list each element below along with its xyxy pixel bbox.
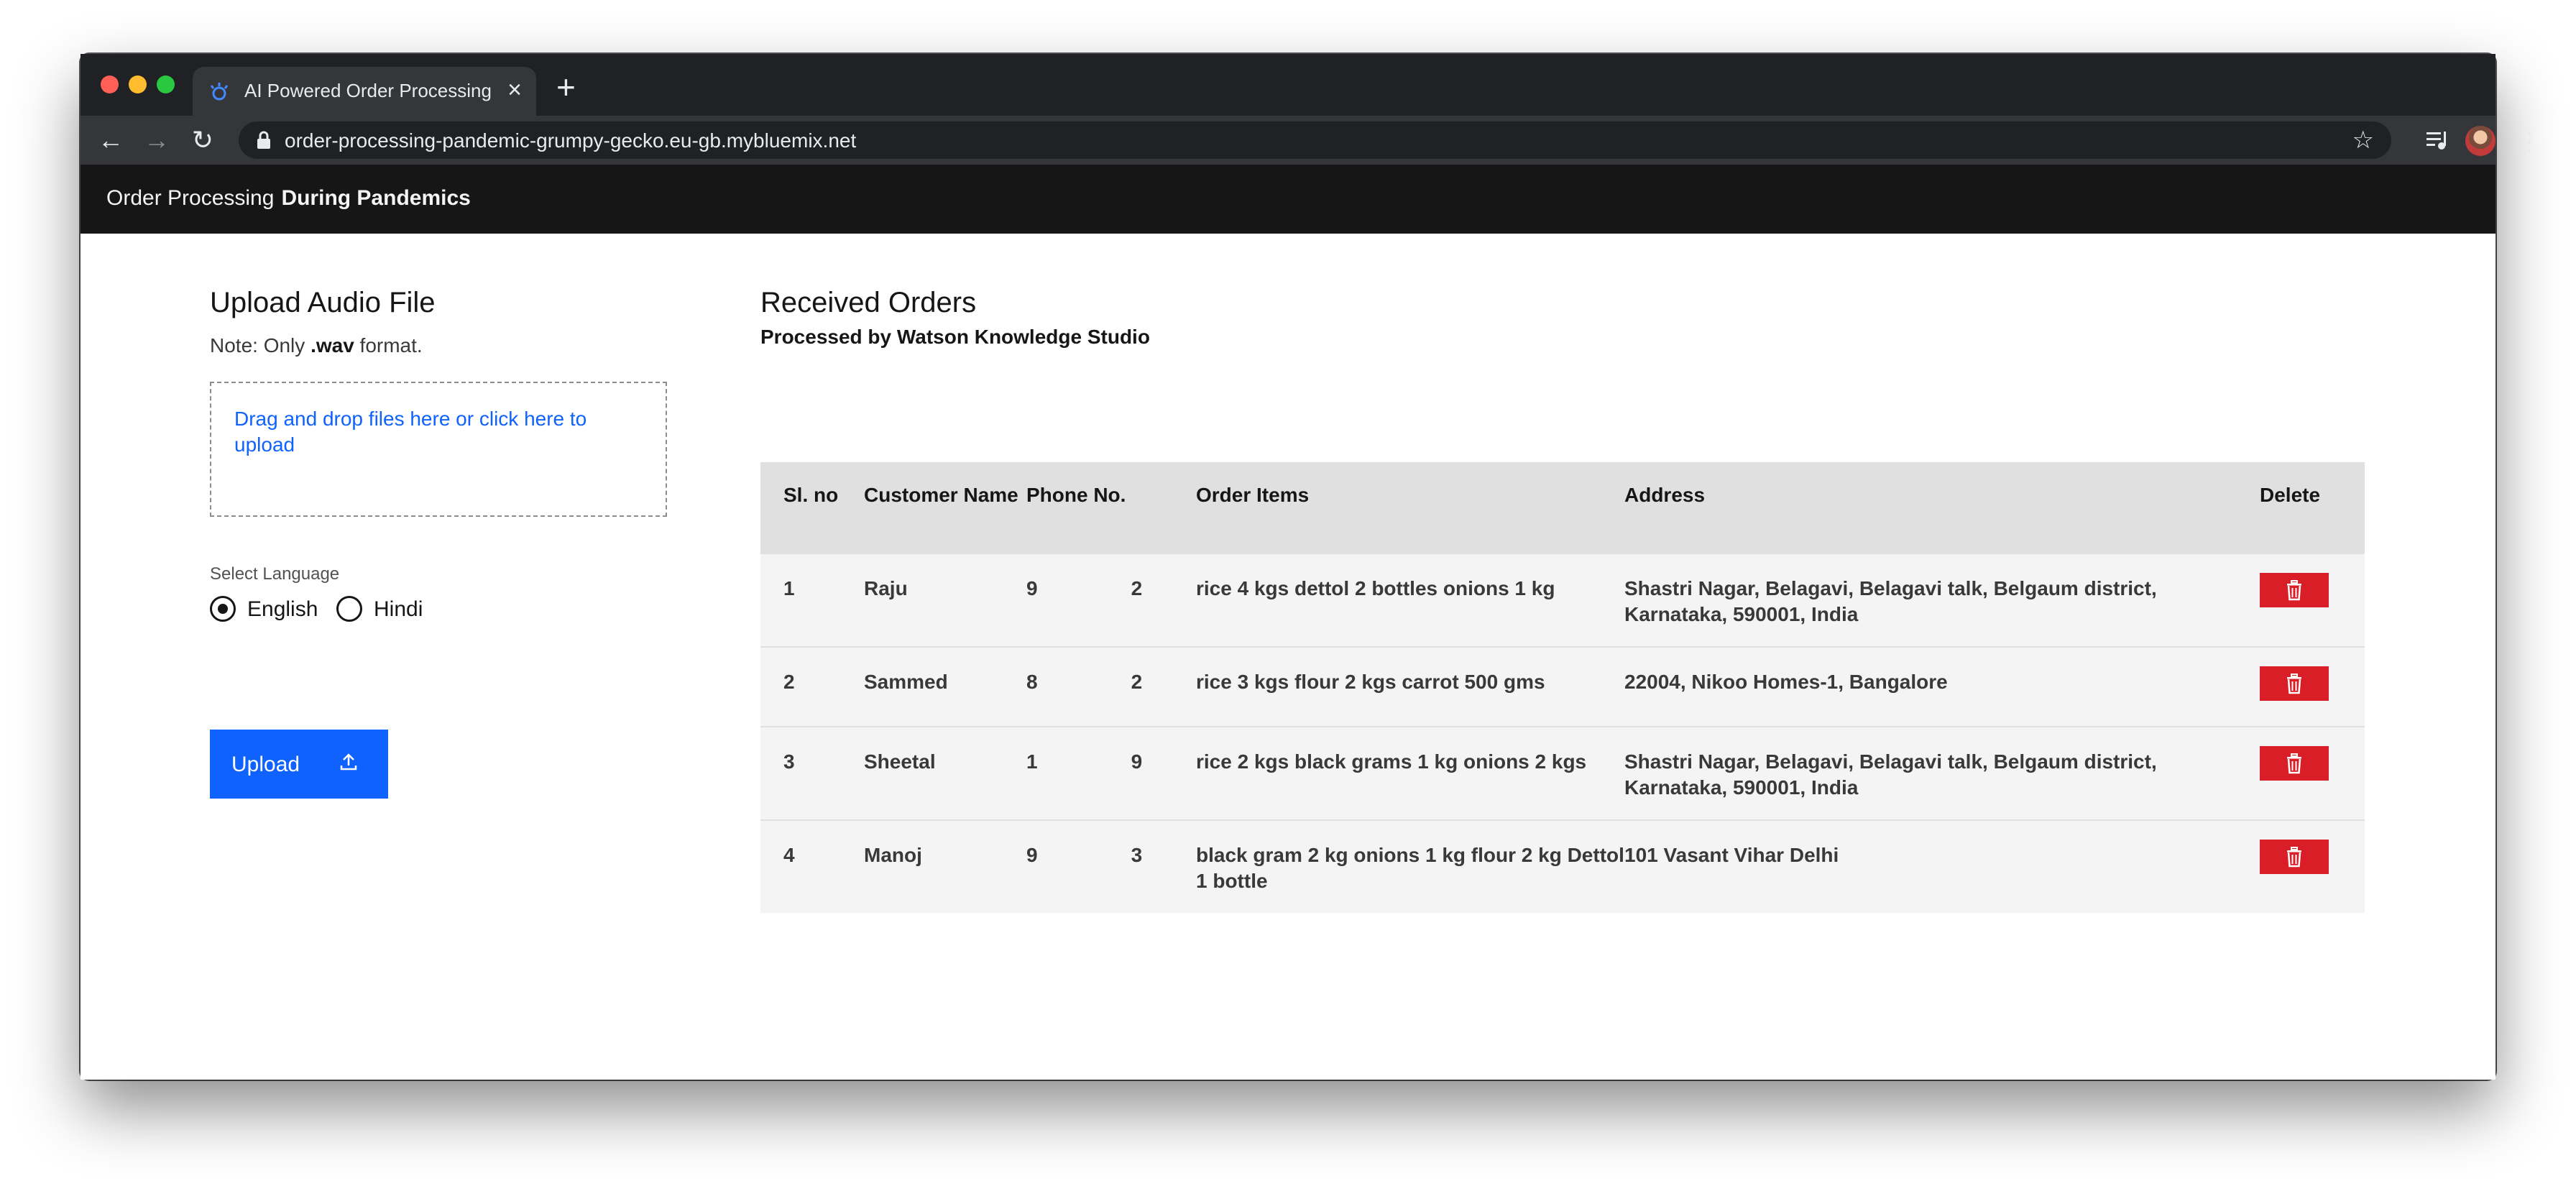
col-sl-no: Sl. no [760,462,864,553]
cell-name: Sheetal [864,727,1026,820]
cell-delete [2260,553,2365,647]
phone-redacted [1026,576,1142,602]
cell-phone [1026,553,1196,647]
cell-sl: 4 [760,820,864,913]
note-format: .wav [310,334,354,357]
app-brand[interactable] [106,186,471,211]
delete-button[interactable] [2260,573,2329,607]
cell-address: Shastri Nagar, Belagavi, Belagavi talk, Belgaum district, Karnataka, 590001, India [1624,727,2260,820]
table-row [760,820,2365,913]
cell-address: 101 Vasant Vihar Delhi [1624,820,2260,913]
cell-items: rice 3 kgs flour 2 kgs carrot 500 gms [1196,647,1624,727]
cell-items: rice 2 kgs black grams 1 kg onions 2 kgs [1196,727,1624,820]
trash-icon [2283,672,2306,695]
col-customer-name: Customer Name [864,462,1026,553]
lock-icon [254,130,273,150]
col-delete: Delete [2260,462,2365,553]
col-phone: Phone No. [1026,462,1196,553]
cell-name: Raju [864,553,1026,647]
table-row [760,647,2365,727]
orders-title: Received Orders [760,287,977,318]
orders-table [760,462,2365,913]
dropzone-text: Drag and drop files here or click here to upload [234,408,587,456]
orders-subtitle: Processed by Watson Knowledge Studio [760,326,1150,348]
file-dropzone[interactable] [210,382,667,517]
menu-icon[interactable]: ⋮ [2517,128,2542,155]
phone-end: 2 [1131,577,1143,599]
back-icon[interactable]: ← [98,125,124,155]
avatar[interactable] [2465,126,2496,156]
col-order-items: Order Items [1196,462,1624,553]
cell-delete [2260,647,2365,727]
browser-toolbar [80,116,2542,165]
url-text: order-processing-pandemic-grumpy-gecko.eu-gb.mybluemix.net [285,129,857,152]
upload-icon [338,751,359,773]
maximize-window-button[interactable] [157,75,175,93]
new-tab-icon[interactable]: + [556,68,576,106]
media-control-icon[interactable] [2425,129,2450,152]
tab-title: AI Powered Order Processing [244,80,492,101]
phone-redacted [1026,749,1142,775]
cell-items: rice 4 kgs dettol 2 bottles onions 1 kg [1196,553,1624,647]
cell-phone [1026,647,1196,727]
brand-prefix: Order Processing [106,186,275,210]
col-address: Address [1624,462,2260,553]
trash-icon [2283,579,2306,602]
brand-suffix: During Pandemics [281,186,471,210]
upload-button[interactable] [210,730,388,799]
trash-icon [2283,752,2306,775]
cell-name: Sammed [864,647,1026,727]
phone-start: 9 [1026,844,1038,866]
radio-hindi[interactable] [336,596,362,622]
app-header [80,165,2496,234]
main-content [80,234,2496,1080]
close-window-button[interactable] [101,75,119,93]
cell-items: black gram 2 kg onions 1 kg flour 2 kg Dettol 1 bottle [1196,820,1624,913]
address-bar[interactable] [239,121,2391,159]
phone-end: 3 [1131,844,1143,866]
delete-button[interactable] [2260,666,2329,701]
cell-address: Shastri Nagar, Belagavi, Belagavi talk, Belgaum district, Karnataka, 590001, India [1624,553,2260,647]
cell-phone [1026,820,1196,913]
cell-name: Manoj [864,820,1026,913]
forward-icon[interactable]: → [144,125,170,155]
phone-start: 9 [1026,577,1038,599]
format-note [210,334,423,357]
radio-english[interactable] [210,596,236,622]
tab-strip [80,54,2496,116]
phone-redacted [1026,842,1142,868]
trash-icon [2283,845,2306,868]
phone-end: 2 [1131,671,1143,693]
note-prefix: Note: Only [210,334,305,357]
language-label: Select Language [210,564,340,584]
cell-delete [2260,820,2365,913]
note-suffix: format. [359,334,423,357]
table-row [760,727,2365,820]
close-tab-icon[interactable]: × [507,76,522,104]
upload-button-label: Upload [231,753,300,776]
cell-sl: 3 [760,727,864,820]
cell-sl: 1 [760,553,864,647]
cell-address: 22004, Nikoo Homes-1, Bangalore [1624,647,2260,727]
cell-phone [1026,727,1196,820]
phone-redacted [1026,669,1142,695]
phone-start: 1 [1026,750,1038,773]
browser-tab[interactable] [193,67,536,116]
delete-button[interactable] [2260,840,2329,874]
browser-window [80,54,2542,1080]
delete-button[interactable] [2260,746,2329,781]
cell-sl: 2 [760,647,864,727]
minimize-window-button[interactable] [129,75,147,93]
ibm-favicon-icon [208,81,230,103]
phone-end: 9 [1131,750,1143,773]
table-header-row [760,462,2365,553]
radio-hindi-label[interactable]: Hindi [374,597,423,621]
cell-delete [2260,727,2365,820]
upload-title: Upload Audio File [210,287,436,318]
radio-english-label[interactable]: English [247,597,318,621]
reload-icon[interactable]: ↻ [191,125,214,155]
table-row [760,553,2365,647]
bookmark-star-icon[interactable]: ☆ [2352,127,2374,154]
phone-start: 8 [1026,671,1038,693]
